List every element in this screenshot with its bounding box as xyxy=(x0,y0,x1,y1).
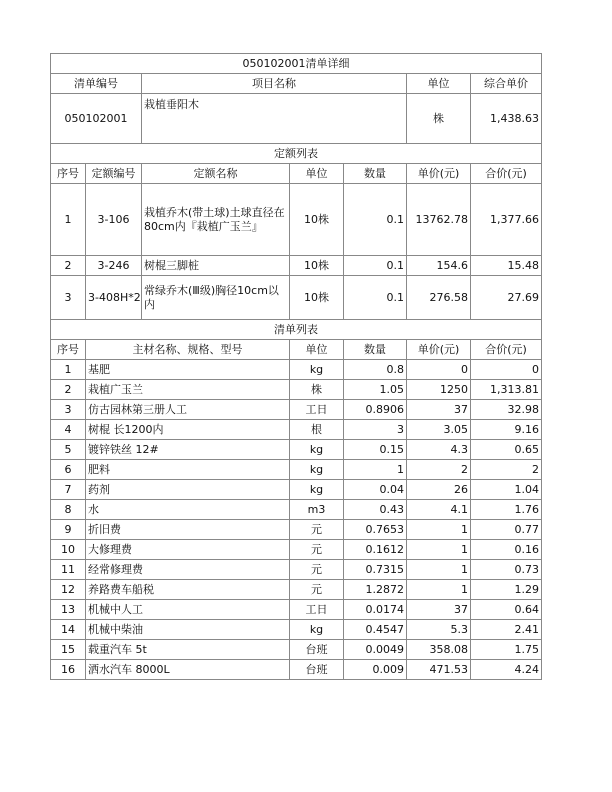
materials-cell: 仿古园林第三册人工 xyxy=(86,400,290,420)
materials-cell: 1 xyxy=(407,560,471,580)
materials-cell: 358.08 xyxy=(407,640,471,660)
materials-cell: 26 xyxy=(407,480,471,500)
materials-cell: 1 xyxy=(51,360,86,380)
materials-row xyxy=(51,620,542,640)
materials-cell: 水 xyxy=(86,500,290,520)
quota-cell: 27.69 xyxy=(471,276,542,320)
materials-row xyxy=(51,500,542,520)
materials-header-cell: 主材名称、规格、型号 xyxy=(86,340,290,360)
materials-cell: 台班 xyxy=(290,660,344,680)
quota-cell: 10株 xyxy=(290,276,344,320)
materials-cell: kg xyxy=(290,360,344,380)
header-price: 综合单价 xyxy=(471,74,542,94)
materials-cell: kg xyxy=(290,440,344,460)
materials-cell: 0.0049 xyxy=(344,640,407,660)
materials-cell: 养路费车船税 xyxy=(86,580,290,600)
materials-cell: 0 xyxy=(471,360,542,380)
materials-cell: 元 xyxy=(290,520,344,540)
materials-cell: kg xyxy=(290,620,344,640)
quota-cell: 2 xyxy=(51,256,86,276)
materials-cell: 0.8906 xyxy=(344,400,407,420)
materials-row xyxy=(51,480,542,500)
item-price: 1,438.63 xyxy=(471,94,542,144)
materials-cell: 0.4547 xyxy=(344,620,407,640)
materials-cell: 洒水汽车 8000L xyxy=(86,660,290,680)
materials-cell: 树棍 长1200内 xyxy=(86,420,290,440)
quota-cell: 276.58 xyxy=(407,276,471,320)
materials-cell: 工日 xyxy=(290,600,344,620)
materials-cell: 根 xyxy=(290,420,344,440)
materials-cell: 元 xyxy=(290,580,344,600)
materials-row xyxy=(51,660,542,680)
materials-cell: 大修理费 xyxy=(86,540,290,560)
materials-cell: 元 xyxy=(290,560,344,580)
materials-cell: 0.1612 xyxy=(344,540,407,560)
materials-cell: 1250 xyxy=(407,380,471,400)
materials-cell: 4.3 xyxy=(407,440,471,460)
quota-cell: 3-246 xyxy=(86,256,142,276)
materials-cell: 0.15 xyxy=(344,440,407,460)
quota-cell: 0.1 xyxy=(344,276,407,320)
materials-cell: 0.7653 xyxy=(344,520,407,540)
materials-cell: 1.76 xyxy=(471,500,542,520)
materials-cell: 0.65 xyxy=(471,440,542,460)
materials-cell: 5.3 xyxy=(407,620,471,640)
materials-cell: 10 xyxy=(51,540,86,560)
materials-cell: 1.05 xyxy=(344,380,407,400)
materials-cell: 4.1 xyxy=(407,500,471,520)
item-unit: 株 xyxy=(407,94,471,144)
materials-header-cell: 序号 xyxy=(51,340,86,360)
materials-cell: 3.05 xyxy=(407,420,471,440)
materials-cell: 1.29 xyxy=(471,580,542,600)
materials-cell: 1.2872 xyxy=(344,580,407,600)
quota-row xyxy=(51,256,542,276)
quota-cell: 0.1 xyxy=(344,256,407,276)
materials-row xyxy=(51,380,542,400)
item-code: 050102001 xyxy=(51,94,142,144)
quota-section-title: 定额列表 xyxy=(51,144,542,164)
quota-cell: 13762.78 xyxy=(407,184,471,256)
header-code: 清单编号 xyxy=(51,74,142,94)
quota-header-cell: 定额编号 xyxy=(86,164,142,184)
materials-cell: 7 xyxy=(51,480,86,500)
materials-cell: 471.53 xyxy=(407,660,471,680)
quota-cell: 3-106 xyxy=(86,184,142,256)
header-unit: 单位 xyxy=(407,74,471,94)
materials-cell: 16 xyxy=(51,660,86,680)
materials-header-cell: 单位 xyxy=(290,340,344,360)
materials-cell: 元 xyxy=(290,540,344,560)
materials-cell: 1 xyxy=(407,580,471,600)
materials-cell: 0.7315 xyxy=(344,560,407,580)
materials-cell: 株 xyxy=(290,380,344,400)
quota-row xyxy=(51,184,542,256)
quota-cell: 10株 xyxy=(290,184,344,256)
materials-row xyxy=(51,440,542,460)
header-name: 项目名称 xyxy=(142,74,407,94)
materials-cell: 1 xyxy=(407,520,471,540)
materials-cell: 15 xyxy=(51,640,86,660)
materials-cell: 1,313.81 xyxy=(471,380,542,400)
materials-cell: 2.41 xyxy=(471,620,542,640)
materials-cell: 5 xyxy=(51,440,86,460)
materials-cell: 台班 xyxy=(290,640,344,660)
materials-cell: 2 xyxy=(407,460,471,480)
materials-row xyxy=(51,420,542,440)
materials-cell: 3 xyxy=(344,420,407,440)
materials-cell: 0 xyxy=(407,360,471,380)
materials-cell: 1.04 xyxy=(471,480,542,500)
materials-cell: 2 xyxy=(471,460,542,480)
materials-cell: 4 xyxy=(51,420,86,440)
quota-cell: 0.1 xyxy=(344,184,407,256)
quota-cell: 1,377.66 xyxy=(471,184,542,256)
materials-cell: 37 xyxy=(407,400,471,420)
materials-row xyxy=(51,640,542,660)
materials-cell: 工日 xyxy=(290,400,344,420)
materials-cell: 9.16 xyxy=(471,420,542,440)
materials-row xyxy=(51,600,542,620)
quota-cell: 15.48 xyxy=(471,256,542,276)
bill-detail-table xyxy=(50,53,542,680)
materials-row xyxy=(51,540,542,560)
materials-cell: 栽植广玉兰 xyxy=(86,380,290,400)
quota-header-cell: 合价(元) xyxy=(471,164,542,184)
materials-cell: 6 xyxy=(51,460,86,480)
materials-cell: 肥料 xyxy=(86,460,290,480)
quota-cell: 154.6 xyxy=(407,256,471,276)
quota-cell: 树棍三脚桩 xyxy=(142,256,290,276)
materials-cell: 0.77 xyxy=(471,520,542,540)
materials-row xyxy=(51,520,542,540)
materials-cell: 0.43 xyxy=(344,500,407,520)
quota-header-cell: 数量 xyxy=(344,164,407,184)
materials-section-title: 清单列表 xyxy=(51,320,542,340)
materials-header-cell: 单价(元) xyxy=(407,340,471,360)
materials-cell: 9 xyxy=(51,520,86,540)
materials-header-cell: 合价(元) xyxy=(471,340,542,360)
quota-cell: 1 xyxy=(51,184,86,256)
materials-row xyxy=(51,580,542,600)
item-name: 栽植垂阳木 xyxy=(142,94,407,144)
quota-header-row xyxy=(51,164,542,184)
materials-cell: kg xyxy=(290,460,344,480)
materials-cell: 32.98 xyxy=(471,400,542,420)
materials-cell: 0.64 xyxy=(471,600,542,620)
quota-header-cell: 单位 xyxy=(290,164,344,184)
materials-cell: 载重汽车 5t xyxy=(86,640,290,660)
materials-cell: 基肥 xyxy=(86,360,290,380)
materials-cell: m3 xyxy=(290,500,344,520)
quota-cell: 栽植乔木(带土球)土球直径在80cm内『栽植广玉兰』 xyxy=(142,184,290,256)
materials-cell: kg xyxy=(290,480,344,500)
quota-cell: 常绿乔木(Ⅲ级)胸径10cm以内 xyxy=(142,276,290,320)
materials-row xyxy=(51,400,542,420)
materials-cell: 0.16 xyxy=(471,540,542,560)
materials-cell: 12 xyxy=(51,580,86,600)
quota-cell: 10株 xyxy=(290,256,344,276)
materials-cell: 3 xyxy=(51,400,86,420)
materials-cell: 0.73 xyxy=(471,560,542,580)
materials-row xyxy=(51,360,542,380)
materials-header-row xyxy=(51,340,542,360)
materials-cell: 0.04 xyxy=(344,480,407,500)
materials-cell: 37 xyxy=(407,600,471,620)
quota-cell: 3-408H*2 xyxy=(86,276,142,320)
materials-cell: 机械中人工 xyxy=(86,600,290,620)
quota-row xyxy=(51,276,542,320)
materials-cell: 4.24 xyxy=(471,660,542,680)
materials-cell: 折旧费 xyxy=(86,520,290,540)
quota-header-cell: 定额名称 xyxy=(142,164,290,184)
materials-cell: 1 xyxy=(407,540,471,560)
quota-header-cell: 单价(元) xyxy=(407,164,471,184)
materials-cell: 13 xyxy=(51,600,86,620)
materials-cell: 2 xyxy=(51,380,86,400)
quota-cell: 3 xyxy=(51,276,86,320)
materials-cell: 11 xyxy=(51,560,86,580)
table-title: 050102001清单详细 xyxy=(51,54,542,74)
materials-header-cell: 数量 xyxy=(344,340,407,360)
materials-cell: 0.009 xyxy=(344,660,407,680)
materials-cell: 8 xyxy=(51,500,86,520)
materials-cell: 14 xyxy=(51,620,86,640)
materials-cell: 1 xyxy=(344,460,407,480)
materials-cell: 药剂 xyxy=(86,480,290,500)
materials-row xyxy=(51,560,542,580)
materials-cell: 经常修理费 xyxy=(86,560,290,580)
quota-header-cell: 序号 xyxy=(51,164,86,184)
materials-cell: 0.0174 xyxy=(344,600,407,620)
materials-cell: 1.75 xyxy=(471,640,542,660)
materials-cell: 0.8 xyxy=(344,360,407,380)
materials-cell: 机械中柴油 xyxy=(86,620,290,640)
materials-row xyxy=(51,460,542,480)
materials-cell: 镀锌铁丝 12# xyxy=(86,440,290,460)
